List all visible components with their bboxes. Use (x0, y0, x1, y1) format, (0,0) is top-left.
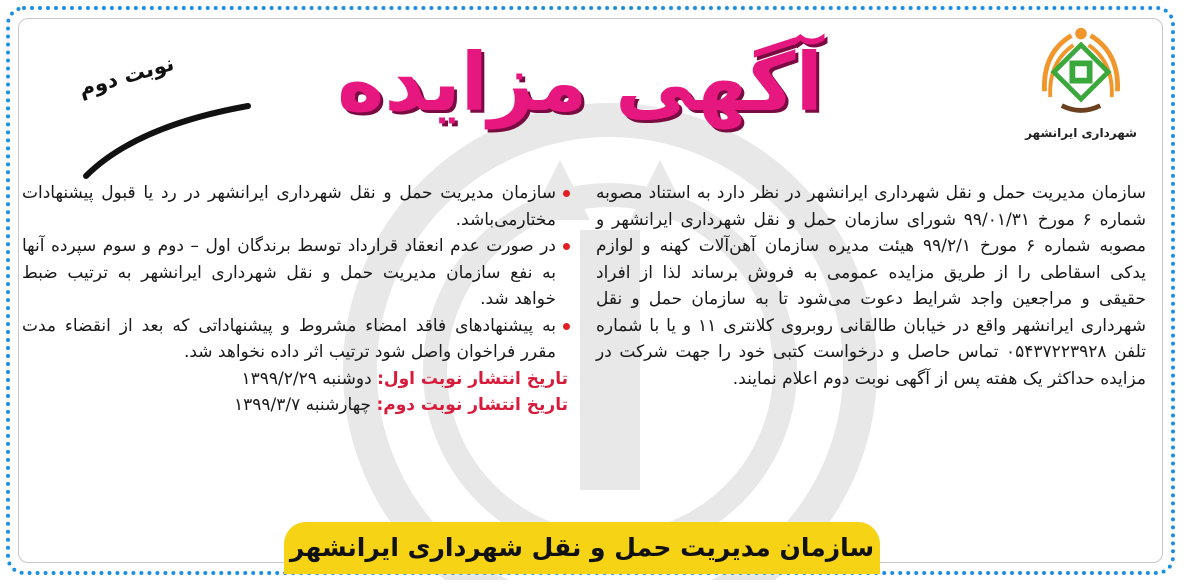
round-label: نوبت دوم (76, 51, 177, 102)
date-value: دوشنبه ۱۳۹۹/۲/۲۹ (241, 368, 372, 389)
bullet-item (22, 313, 570, 366)
bullet-text: به پیشنهادهای فاقد امضاء مشروط و پیشنهاداتی که بعد از انقضاء مدت مقرر فراخوان واصل شود ترتیب اثر داده نخواهد شد. (22, 315, 556, 362)
bullet-dot-icon (563, 323, 570, 330)
logo-caption: شهرداری ایرانشهر (1025, 126, 1137, 140)
date-label: تاریخ انتشار نوبت اول: (377, 368, 568, 389)
bullet-item (22, 180, 570, 233)
bullet-text: سازمان مدیریت حمل و نقل شهرداری ایرانشهر در رد یا قبول پیشنهادات مختارمی‌باشد. (22, 183, 556, 230)
bullet-text: در صورت عدم انعقاد قرارداد توسط برندگان اول – دوم و سوم سپرده آنها به نفع سازمان مدیریت حمل و نقل شهرداری ایرانشهر به ترتیب ضبط خواهد شد. (22, 236, 556, 309)
first-publication-date (22, 366, 570, 393)
round-badge (36, 36, 236, 166)
main-paragraph (596, 180, 1146, 392)
logo (1011, 22, 1151, 162)
second-publication-date (22, 392, 570, 419)
municipality-emblem-icon (1033, 22, 1129, 122)
main-text: سازمان مدیریت حمل و نقل شهرداری ایرانشهر در نظر دارد به استناد مصوبه شماره ۶ مورخ ۹۹/۰۱/۳۱ شورای سازمان حمل و نقل شهرداری ایرانشهر و مصوبه شماره ۶ مورخ ۹۹/۲/۱ هیئت مدیره سازمان آهن‌آلات کهنه و لوازم یدکی اسقاطی را از طریق مزایده عمومی به فروش برساند لذا از افراد حقیقی و مراجعین واجد شرایط دعوت می‌شود تا به سازمان حمل و نقل شهرداری ایرانشهر واقع در خیابان طالقانی روبروی کلانتری ۱۱ و یا با شماره تلفن ۰۵۴۳۷۲۲۳۹۲۸ تماس حاصل و درخواست کتبی خود را جهت شرکت در مزایده حداکثر یک هفته پس از آگهی نوبت دوم اعلام نمایند. (596, 183, 1146, 389)
date-label: تاریخ انتشار نوبت دوم: (376, 395, 568, 415)
page-title: آگهی مزایده (337, 36, 823, 129)
bullet-dot-icon (563, 243, 570, 250)
date-value: چهارشنبه ۱۳۹۹/۳/۷ (234, 395, 372, 415)
bullet-dot-icon (563, 190, 570, 197)
footer-organization: سازمان مدیریت حمل و نقل شهرداری ایرانشهر (284, 522, 880, 574)
swoosh-icon (76, 96, 256, 186)
bullet-item (22, 233, 570, 313)
terms-column (22, 180, 570, 419)
